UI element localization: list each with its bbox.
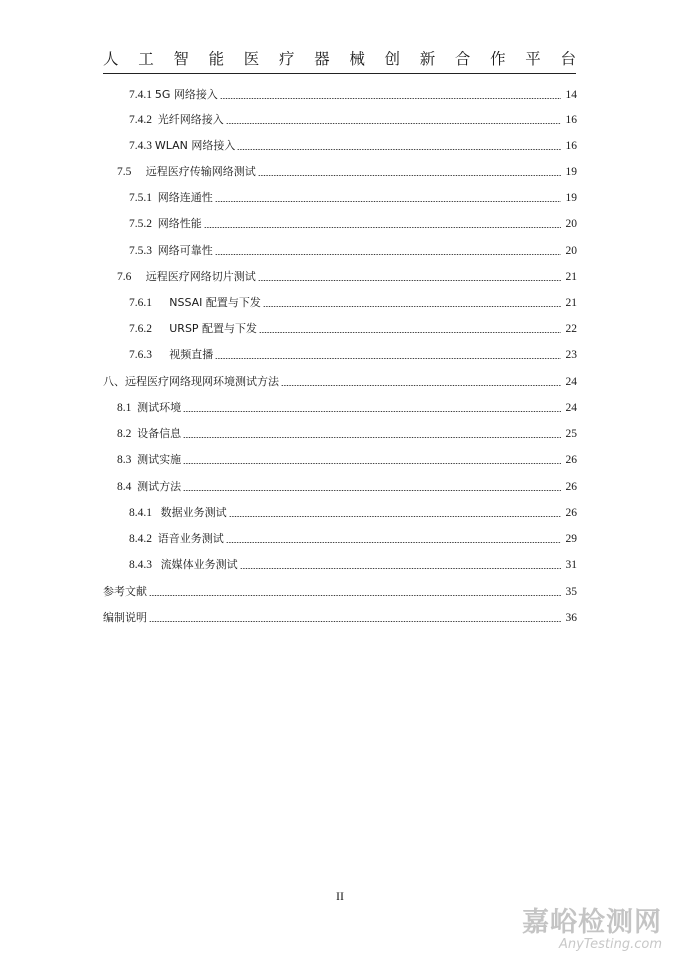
toc-leader (263, 306, 561, 307)
toc-leader (258, 175, 561, 176)
header-char: 智 (173, 50, 189, 68)
toc-number: 8.4.1 (129, 507, 161, 519)
toc-entry[interactable] (129, 189, 577, 205)
toc-page-number: 21 (565, 297, 577, 309)
toc-leader (183, 411, 561, 412)
toc-page-number: 31 (565, 559, 577, 571)
toc-number: 7.4.2 (129, 114, 158, 126)
header-char: 疗 (278, 50, 295, 68)
toc-page-number: 20 (565, 245, 577, 257)
toc-page-number: 25 (565, 428, 577, 440)
toc-leader (281, 385, 561, 386)
toc-page-number: 20 (565, 218, 577, 230)
toc-entry[interactable] (117, 268, 577, 284)
toc-number: 8.4.2 (129, 533, 158, 545)
toc-entry[interactable] (129, 242, 577, 258)
toc-title: 测试方法 (137, 480, 182, 493)
toc-leader (215, 254, 561, 255)
toc-leader (183, 463, 561, 464)
toc-number: 8.1 (117, 402, 138, 414)
toc-page-number: 24 (565, 376, 577, 388)
toc-leader (220, 98, 561, 99)
toc-leader (204, 227, 561, 228)
page-number: II (336, 889, 344, 903)
toc-page-number: 35 (565, 586, 577, 598)
toc-page-number: 24 (565, 402, 577, 414)
toc-number: 7.6 (117, 271, 146, 283)
toc-number: 7.5.3 (129, 245, 158, 257)
toc-title: 网络可靠性 (157, 244, 213, 257)
toc-entry[interactable] (117, 451, 577, 467)
toc-title: 网络连通性 (157, 191, 213, 204)
toc-number: 7.5.2 (129, 218, 158, 230)
header-char: 台 (560, 50, 576, 68)
toc-leader (215, 201, 561, 202)
header-char: 人 (103, 50, 119, 68)
toc-entry[interactable] (129, 556, 577, 572)
toc-entry[interactable] (129, 346, 577, 362)
toc-leader (258, 280, 561, 281)
header-char: 平 (525, 50, 541, 68)
toc-title: 光纤网络接入 (157, 113, 224, 126)
header-char: 合 (454, 50, 471, 68)
toc-title: 测试环境 (137, 401, 182, 414)
running-header (103, 47, 576, 69)
toc-number: 8.4.3 (129, 559, 161, 571)
toc-page-number: 19 (565, 192, 577, 204)
toc-title: 流媒体业务测试 (160, 558, 238, 571)
toc-entry[interactable] (117, 478, 577, 494)
toc-title: URSP 配置与下发 (169, 322, 258, 335)
toc-page-number: 16 (565, 114, 577, 126)
toc-page-number: 14 (565, 89, 577, 101)
toc-leader (149, 621, 561, 622)
toc-page-number: 36 (565, 612, 577, 624)
toc-entry[interactable] (103, 583, 577, 599)
toc-entry[interactable] (129, 530, 577, 546)
toc-title: 5G 网络接入 (154, 88, 218, 101)
toc-page-number: 16 (565, 140, 577, 152)
watermark-english: AnyTesting.com (558, 937, 662, 952)
header-char: 能 (208, 50, 225, 68)
toc-page-number: 29 (565, 533, 577, 545)
toc-entry[interactable] (129, 504, 577, 520)
toc-number: 7.6.3 (129, 349, 170, 361)
toc-title: 网络性能 (157, 217, 202, 230)
toc-number: 8.4 (117, 481, 138, 493)
toc-title: 八、远程医疗网络现网环境测试方法 (103, 375, 279, 388)
toc-entry[interactable] (129, 294, 577, 310)
toc-leader (226, 542, 561, 543)
toc-title: 语音业务测试 (157, 532, 224, 545)
toc-page-number: 26 (565, 481, 577, 493)
toc-page-number: 22 (565, 323, 577, 335)
watermark (502, 900, 662, 952)
toc-leader (237, 149, 561, 150)
toc-entry[interactable] (129, 215, 577, 231)
toc-entry[interactable] (129, 111, 577, 127)
header-char: 新 (419, 50, 436, 68)
toc-number: 8.3 (117, 454, 138, 466)
toc-leader (183, 490, 561, 491)
header-char: 作 (490, 50, 506, 68)
toc-entry[interactable] (103, 373, 577, 389)
toc-number: 8.2 (117, 428, 138, 440)
toc-title: NSSAI 配置与下发 (169, 296, 261, 309)
toc-leader (240, 568, 561, 569)
toc-title: 测试实施 (137, 453, 182, 466)
toc-number: 7.4.3 (129, 140, 155, 152)
toc-entry[interactable] (117, 163, 577, 179)
toc-leader (259, 332, 561, 333)
toc-title: 设备信息 (137, 427, 182, 440)
toc-entry[interactable] (117, 399, 577, 415)
toc-leader (226, 123, 561, 124)
header-rule (103, 73, 576, 74)
toc-number: 7.5.1 (129, 192, 158, 204)
toc-title: WLAN 网络接入 (154, 139, 236, 152)
toc-number: 7.6.1 (129, 297, 170, 309)
toc-page-number: 19 (565, 166, 577, 178)
toc-entry[interactable] (129, 320, 577, 336)
watermark-chinese: 嘉峪检测网 (522, 907, 662, 938)
toc-leader (215, 358, 561, 359)
toc-leader (229, 516, 561, 517)
header-char: 创 (384, 50, 401, 68)
toc-page-number: 26 (565, 454, 577, 466)
toc-entry[interactable] (129, 86, 577, 102)
toc-number: 7.5 (117, 166, 146, 178)
toc-page-number: 23 (565, 349, 577, 361)
toc-leader (149, 595, 561, 596)
toc-title: 视频直播 (169, 348, 214, 361)
toc-page-number: 21 (565, 271, 577, 283)
toc-number: 7.6.2 (129, 323, 170, 335)
toc-entry[interactable] (103, 609, 577, 625)
toc-title: 数据业务测试 (160, 506, 227, 519)
toc-title: 远程医疗网络切片测试 (145, 270, 256, 283)
toc-entry[interactable] (129, 137, 577, 153)
header-char: 器 (314, 50, 330, 68)
header-char: 医 (243, 50, 260, 68)
toc-title: 编制说明 (103, 611, 147, 624)
toc-title: 远程医疗传输网络测试 (145, 165, 256, 178)
toc-page-number: 26 (565, 507, 577, 519)
toc-leader (183, 437, 561, 438)
header-char: 械 (349, 50, 365, 68)
toc-entry[interactable] (117, 425, 577, 441)
header-char: 工 (138, 50, 154, 68)
toc-number: 7.4.1 (129, 89, 155, 101)
toc-title: 参考文献 (103, 585, 147, 598)
